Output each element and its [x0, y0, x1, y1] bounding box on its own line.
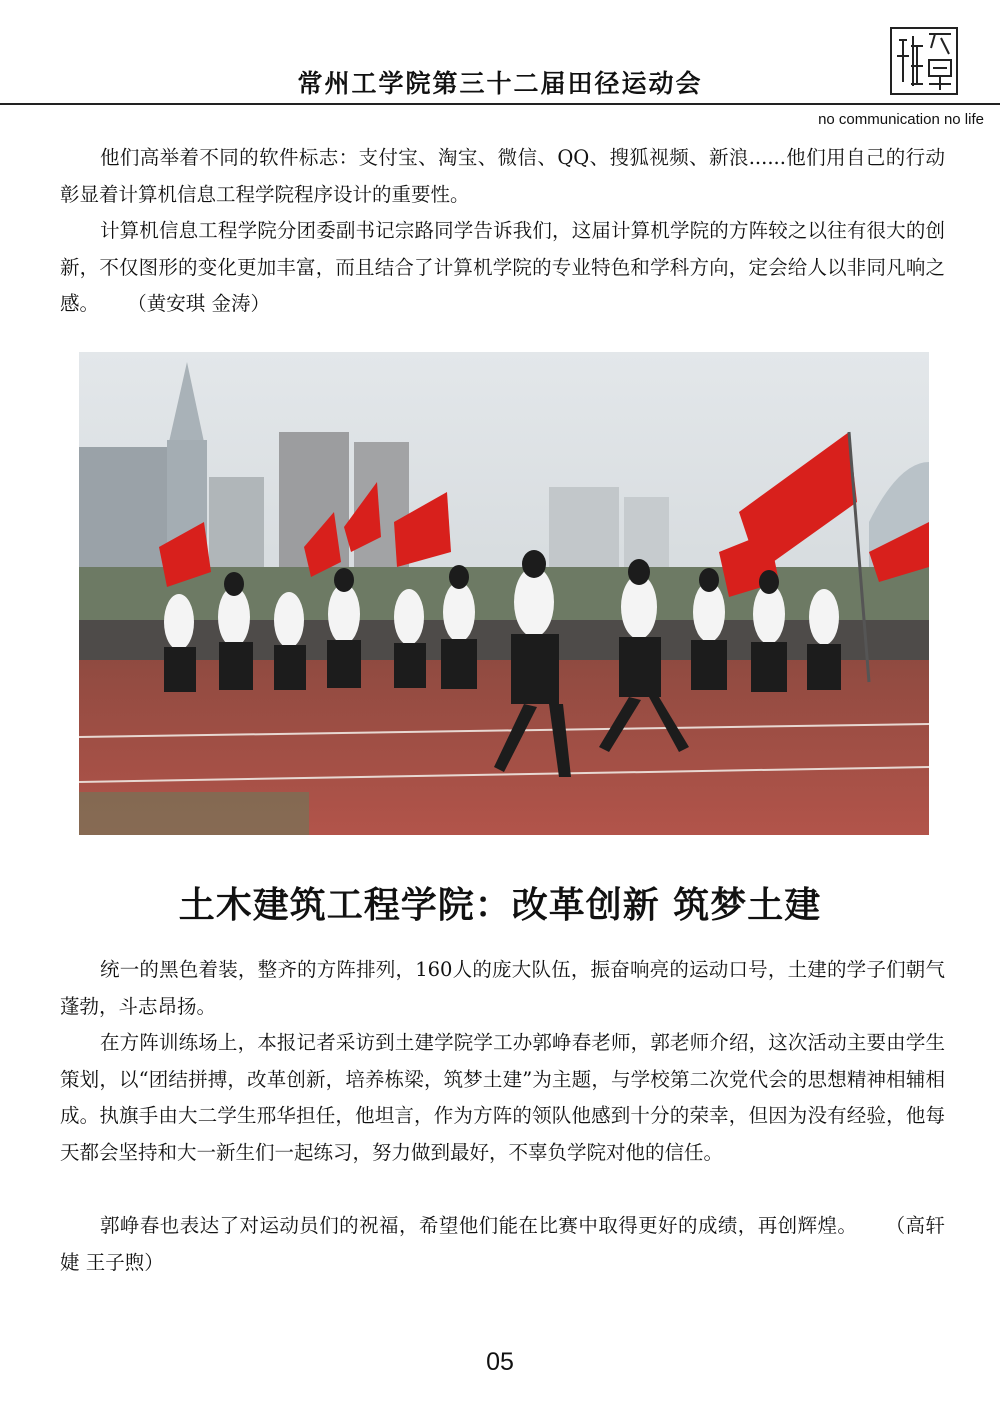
parade-photo [79, 352, 929, 835]
article1-paragraph-1: 他们高举着不同的软件标志：支付宝、淘宝、微信、QQ、搜狐视频、新浪......他们用自己的行动彰显着计算机信息工程学院程序设计的重要性。 [60, 146, 945, 206]
article1-author: （黄安琪 金涛） [137, 292, 270, 315]
section2-author: （高轩婕 王子煦） [60, 1214, 945, 1274]
section2-paragraph-3-text: 郭峥春也表达了对运动员们的祝福，希望他们能在比赛中取得更好的成绩，再创辉煌。 [100, 1214, 858, 1237]
page-number: 05 [486, 1348, 514, 1376]
section2-paragraph-2: 在方阵训练场上，本报记者采访到土建学院学工办郭峥春老师，郭老师介绍，这次活动主要由学生策划，以“团结拼搏，改革创新，培养栋梁，筑梦土建”为主题，与学校第二次党代会的思想精神相辅相成。执旗手由大二学生邢华担任，他坦言，作为方阵的领队他感到十分的荣幸，但因为没有经验，他每天都会坚持和大一新生们一起练习，努力做到最好，不辜负学院对他的信任。 [60, 1031, 945, 1164]
section-title: 土木建筑工程学院：改革创新 筑梦土建 [178, 884, 822, 926]
header-divider [0, 103, 1000, 105]
article1-paragraph-2 [60, 213, 945, 323]
section2-paragraph-1: 统一的黑色着装，整齐的方阵排列，160人的庞大队伍，振奋响亮的运动口号，土建的学子们朝气蓬勃，斗志昂扬。 [60, 958, 945, 1018]
logo-seal-icon [889, 26, 959, 96]
page-header-title: 常州工学院第三十二届田径运动会 [297, 69, 703, 98]
article1-paragraph-2-text: 计算机信息工程学院分团委副书记宗路同学告诉我们，这届计算机学院的方阵较之以往有很大的创新，不仅图形的变化更加丰富，而且结合了计算机学院的专业特色和学科方向，定会给人以非同凡响之感。 [60, 219, 945, 315]
section2-paragraph-3 [60, 1208, 945, 1281]
header-motto: no communication no life [818, 111, 984, 128]
